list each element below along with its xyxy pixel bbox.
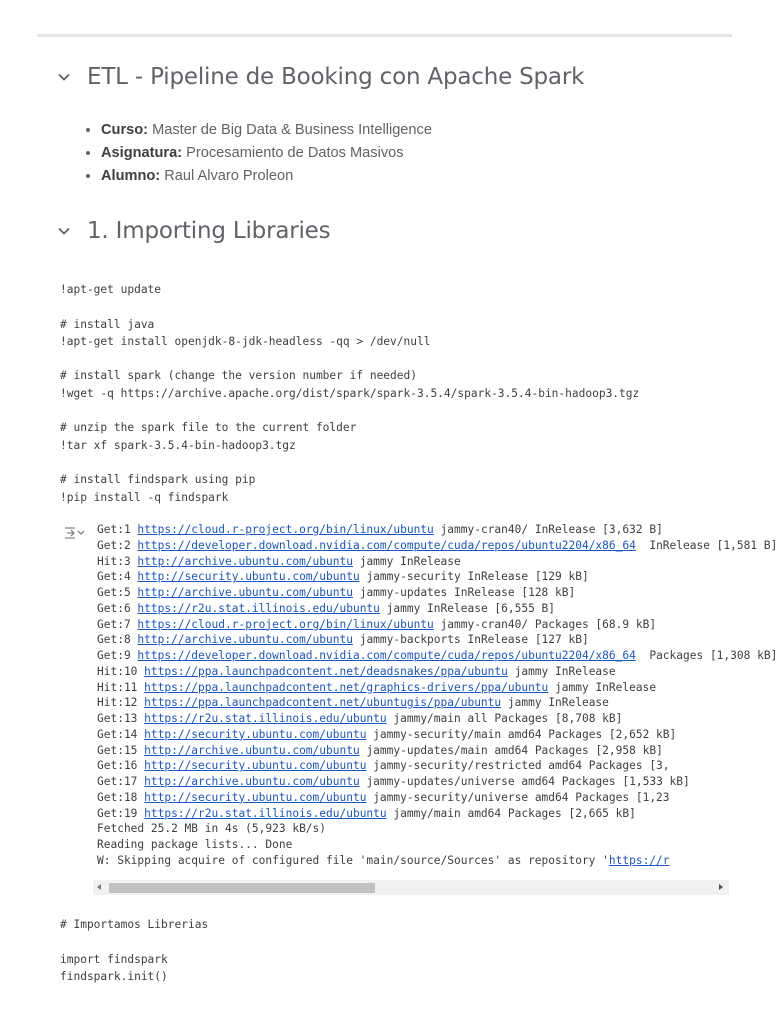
code-line: [60, 933, 208, 950]
output-line: [97, 632, 728, 648]
output-line: [97, 617, 728, 633]
output-text: jammy-cran40/ Packages [68.9 kB]: [433, 617, 657, 631]
output-text: Get:9: [97, 649, 138, 662]
list-item: [101, 120, 432, 143]
cell-divider: [37, 34, 732, 37]
output-text: Hit:10: [97, 664, 145, 678]
code-line: [60, 350, 639, 367]
list-item: [101, 143, 432, 166]
notebook-title-heading: [56, 64, 584, 90]
output-line: [97, 585, 728, 601]
output-text: InRelease [1,581 B]: [635, 538, 777, 552]
output-link[interactable]: https://cloud.r-project.org/bin/linux/ubuntu: [137, 617, 434, 631]
collapse-chevron-icon[interactable]: [56, 223, 72, 239]
output-link[interactable]: https://r2u.stat.illinois.edu/ubuntu: [137, 601, 380, 615]
info-key: Asignatura:: [101, 145, 183, 161]
scroll-right-arrow-icon[interactable]: [719, 884, 723, 890]
code-line: # install java: [60, 317, 155, 331]
output-link[interactable]: http://security.ubuntu.com/ubuntu: [144, 790, 367, 804]
output-text: Packages [1,308 kB]: [635, 649, 777, 662]
output-text: jammy InRelease: [352, 554, 461, 568]
output-link[interactable]: http://security.ubuntu.com/ubuntu: [137, 570, 360, 584]
output-text: Reading package lists... Done: [97, 838, 293, 851]
output-text: Get:19: [97, 806, 145, 820]
output-text: jammy-security/restricted amd64 Packages [3,: [366, 759, 670, 773]
output-text: jammy-updates/universe amd64 Packages [1,533 kB]: [359, 775, 690, 788]
page-title: ETL - Pipeline de Booking con Apache Spark: [87, 64, 585, 90]
section-heading-importing: [56, 218, 330, 244]
output-text: Get:16: [97, 759, 145, 773]
output-line: [97, 680, 728, 696]
cell-output-text: [97, 522, 777, 869]
output-text: Get:14: [97, 727, 145, 741]
output-text: Hit:11: [97, 680, 145, 694]
code-line: [60, 402, 639, 419]
output-link[interactable]: https://ppa.launchpadcontent.net/deadsnakes/ppa/ubuntu: [144, 664, 508, 678]
output-link[interactable]: https://ppa.launchpadcontent.net/ubuntugis/ppa/ubuntu: [144, 696, 502, 710]
code-line: # install findspark using pip: [60, 473, 256, 487]
code-line: !apt-get update: [60, 283, 162, 296]
output-link[interactable]: https://cloud.r-project.org/bin/linux/ubuntu: [137, 523, 434, 536]
output-line: [97, 806, 728, 822]
output-text: Get:1: [97, 523, 138, 536]
output-text: Get:8: [97, 633, 138, 647]
output-line: [97, 711, 728, 727]
output-text: Fetched 25.2 MB in 4s (5,923 kB/s): [97, 822, 327, 836]
output-link[interactable]: http://archive.ubuntu.com/ubuntu: [144, 775, 360, 788]
output-text: jammy/main all Packages [8,708 kB]: [386, 712, 623, 725]
code-line: !wget -q https://archive.apache.org/dist/spark/spark-3.5.4/spark-3.5.4-bin-hadoop3.tgz: [60, 386, 640, 400]
output-text: jammy-security/main amd64 Packages [2,652 kB]: [366, 727, 677, 741]
info-key: Alumno:: [101, 168, 161, 184]
list-item: [101, 166, 432, 189]
output-link[interactable]: http://archive.ubuntu.com/ubuntu: [137, 554, 353, 568]
output-link[interactable]: https://ppa.launchpadcontent.net/graphics-drivers/ppa/ubuntu: [144, 680, 549, 694]
output-text: Hit:12: [97, 696, 145, 710]
code-cell-install[interactable]: [60, 281, 639, 506]
output-line: [97, 648, 777, 664]
code-line: [60, 454, 639, 471]
code-line: # unzip the spark file to the current folder: [60, 421, 357, 435]
output-text: Hit:3: [97, 554, 138, 568]
output-link[interactable]: http://archive.ubuntu.com/ubuntu: [137, 633, 353, 647]
info-value: Master de Big Data & Business Intelligence: [152, 122, 432, 138]
output-text: Get:7: [97, 617, 138, 631]
output-line: [97, 664, 728, 680]
code-line: # install spark (change the version number if needed): [60, 369, 417, 383]
output-text: jammy-security InRelease [129 kB]: [359, 570, 589, 584]
code-line: findspark.init(): [60, 969, 168, 983]
output-text: jammy InRelease: [548, 680, 657, 694]
horizontal-scrollbar[interactable]: [93, 880, 729, 895]
output-text: jammy-updates InRelease [128 kB]: [352, 586, 576, 599]
cell-output-area[interactable]: [97, 522, 777, 872]
code-line: !tar xf spark-3.5.4-bin-hadoop3.tgz: [60, 438, 296, 452]
output-line: [97, 727, 728, 743]
output-line: [97, 538, 777, 554]
code-line: # Importamos Librerias: [60, 918, 209, 931]
output-link[interactable]: http://security.ubuntu.com/ubuntu: [144, 759, 367, 773]
info-value: Procesamiento de Datos Masivos: [186, 145, 404, 161]
info-key: Curso:: [101, 122, 149, 138]
collapse-chevron-icon[interactable]: [56, 69, 72, 85]
scroll-left-arrow-icon[interactable]: [97, 884, 101, 890]
output-text: jammy-updates/main amd64 Packages [2,958 kB]: [359, 743, 663, 757]
code-line: import findspark: [60, 952, 168, 966]
output-line: [97, 522, 728, 538]
code-line: !apt-get install openjdk-8-jdk-headless -qq > /dev/null: [60, 334, 431, 348]
code-line: !pip install -q findspark: [60, 490, 229, 504]
output-toggle-icon[interactable]: [63, 526, 85, 540]
output-text: Get:5: [97, 586, 138, 599]
code-line: [60, 298, 639, 315]
output-text: jammy/main amd64 Packages [2,665 kB]: [386, 806, 636, 820]
output-line: [97, 837, 728, 853]
output-text: jammy InRelease: [501, 696, 609, 710]
output-text: jammy InRelease: [507, 664, 616, 678]
output-link[interactable]: http://archive.ubuntu.com/ubuntu: [137, 586, 353, 599]
output-line: [97, 774, 728, 790]
output-text: jammy-cran40/ InRelease [3,632 B]: [433, 523, 663, 536]
output-text: jammy-backports InRelease [127 kB]: [352, 633, 589, 647]
scrollbar-thumb[interactable]: [109, 883, 375, 893]
output-text: Get:18: [97, 790, 145, 804]
course-info-list: [82, 120, 432, 189]
output-line: [97, 790, 728, 806]
output-text: Get:4: [97, 570, 138, 584]
output-line: [97, 743, 728, 759]
output-text: Get:17: [97, 775, 145, 788]
output-link[interactable]: https://developer.download.nvidia.com/compute/cuda/repos/ubuntu2204/x86_64: [137, 538, 636, 552]
code-cell-imports[interactable]: [60, 916, 208, 985]
output-link[interactable]: https://r2u.stat.illinois.edu/ubuntu: [144, 806, 387, 820]
info-value: Raul Alvaro Proleon: [164, 168, 294, 184]
output-line: [97, 853, 728, 869]
output-link[interactable]: http://security.ubuntu.com/ubuntu: [144, 727, 367, 741]
output-link[interactable]: https://developer.download.nvidia.com/compute/cuda/repos/ubuntu2204/x86_64: [137, 649, 636, 662]
output-text: Get:15: [97, 743, 145, 757]
output-line: [97, 601, 728, 617]
output-text: Get:13: [97, 712, 145, 725]
output-text: Get:6: [97, 601, 138, 615]
output-text: jammy InRelease [6,555 B]: [379, 601, 556, 615]
output-line: [97, 554, 728, 570]
output-link[interactable]: http://archive.ubuntu.com/ubuntu: [144, 743, 360, 757]
section-title: 1. Importing Libraries: [87, 218, 331, 244]
output-text: jammy-security/universe amd64 Packages [1,23: [366, 790, 670, 804]
output-line: [97, 758, 728, 774]
output-link[interactable]: https://r2u.stat.illinois.edu/ubuntu: [144, 712, 387, 725]
output-text: W: Skipping acquire of configured file 'main/source/Sources' as repository ': [97, 853, 609, 867]
output-link[interactable]: https://r: [608, 853, 670, 867]
output-line: [97, 695, 728, 711]
output-line: [97, 821, 728, 837]
output-text: Get:2: [97, 538, 138, 552]
output-line: [97, 569, 728, 585]
